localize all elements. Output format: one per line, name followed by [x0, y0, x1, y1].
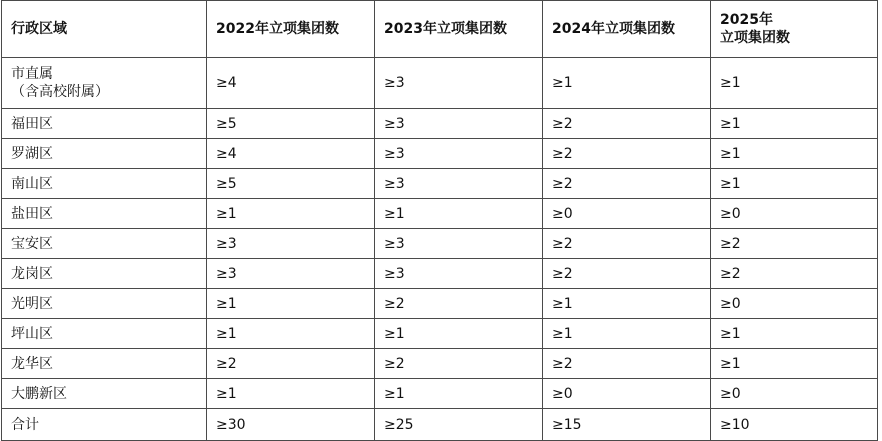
value-2022: ≥5	[207, 109, 375, 139]
value-2023: ≥3	[375, 169, 543, 199]
region-subtitle: （含高校附属）	[11, 84, 109, 100]
value-2024: ≥1	[543, 58, 711, 109]
header-2024: 2024年立项集团数	[543, 1, 711, 58]
region-name: 大鹏新区	[2, 379, 207, 409]
value-2024: ≥2	[543, 109, 711, 139]
value-2022: ≥3	[207, 259, 375, 289]
value-2023: ≥2	[375, 289, 543, 319]
total-row	[2, 409, 878, 441]
table-row	[2, 169, 878, 199]
value-2024: ≥2	[543, 259, 711, 289]
value-2023: ≥1	[375, 199, 543, 229]
value-2025: ≥0	[711, 199, 878, 229]
value-2024: ≥2	[543, 169, 711, 199]
table-row	[2, 259, 878, 289]
value-2025: ≥1	[711, 109, 878, 139]
value-2023: ≥3	[375, 229, 543, 259]
value-2023: ≥2	[375, 349, 543, 379]
region-name: 市直属	[11, 66, 53, 82]
header-row	[2, 1, 878, 58]
table-header	[2, 1, 878, 58]
value-2022: ≥1	[207, 289, 375, 319]
value-2025: ≥1	[711, 58, 878, 109]
region-name: 南山区	[2, 169, 207, 199]
total-label: 合计	[2, 409, 207, 441]
table-body	[2, 58, 878, 441]
value-2022: ≥1	[207, 319, 375, 349]
value-2023: ≥3	[375, 139, 543, 169]
table-row	[2, 319, 878, 349]
value-2024: ≥2	[543, 349, 711, 379]
total-2024: ≥15	[543, 409, 711, 441]
value-2024: ≥0	[543, 379, 711, 409]
value-2022: ≥4	[207, 139, 375, 169]
table-row	[2, 58, 878, 109]
table-row	[2, 139, 878, 169]
total-2023: ≥25	[375, 409, 543, 441]
value-2022: ≥2	[207, 349, 375, 379]
value-2024: ≥0	[543, 199, 711, 229]
value-2023: ≥1	[375, 379, 543, 409]
value-2025: ≥0	[711, 289, 878, 319]
table-row	[2, 229, 878, 259]
value-2025: ≥2	[711, 259, 878, 289]
region-name: 坪山区	[2, 319, 207, 349]
region-cell	[2, 58, 207, 109]
total-2025: ≥10	[711, 409, 878, 441]
total-2022: ≥30	[207, 409, 375, 441]
value-2024: ≥2	[543, 139, 711, 169]
value-2022: ≥1	[207, 379, 375, 409]
value-2025: ≥2	[711, 229, 878, 259]
value-2022: ≥5	[207, 169, 375, 199]
header-2025	[711, 1, 878, 58]
value-2025: ≥1	[711, 349, 878, 379]
header-2022: 2022年立项集团数	[207, 1, 375, 58]
header-2023: 2023年立项集团数	[375, 1, 543, 58]
header-region: 行政区域	[2, 1, 207, 58]
value-2024: ≥1	[543, 289, 711, 319]
value-2025: ≥1	[711, 319, 878, 349]
table-row	[2, 109, 878, 139]
value-2022: ≥1	[207, 199, 375, 229]
header-2025-line2: 立项集团数	[720, 30, 790, 46]
value-2024: ≥2	[543, 229, 711, 259]
region-name: 罗湖区	[2, 139, 207, 169]
header-2025-line1: 2025年	[720, 12, 773, 28]
value-2025: ≥0	[711, 379, 878, 409]
value-2025: ≥1	[711, 139, 878, 169]
value-2022: ≥3	[207, 229, 375, 259]
region-name: 福田区	[2, 109, 207, 139]
table-row	[2, 199, 878, 229]
value-2022: ≥4	[207, 58, 375, 109]
value-2024: ≥1	[543, 319, 711, 349]
region-name: 光明区	[2, 289, 207, 319]
value-2023: ≥3	[375, 259, 543, 289]
table-row	[2, 379, 878, 409]
region-name: 龙岗区	[2, 259, 207, 289]
quota-table	[1, 0, 878, 441]
region-name: 宝安区	[2, 229, 207, 259]
table-row	[2, 349, 878, 379]
value-2023: ≥3	[375, 109, 543, 139]
value-2023: ≥1	[375, 319, 543, 349]
region-name: 盐田区	[2, 199, 207, 229]
region-name: 龙华区	[2, 349, 207, 379]
value-2025: ≥1	[711, 169, 878, 199]
table-row	[2, 289, 878, 319]
value-2023: ≥3	[375, 58, 543, 109]
